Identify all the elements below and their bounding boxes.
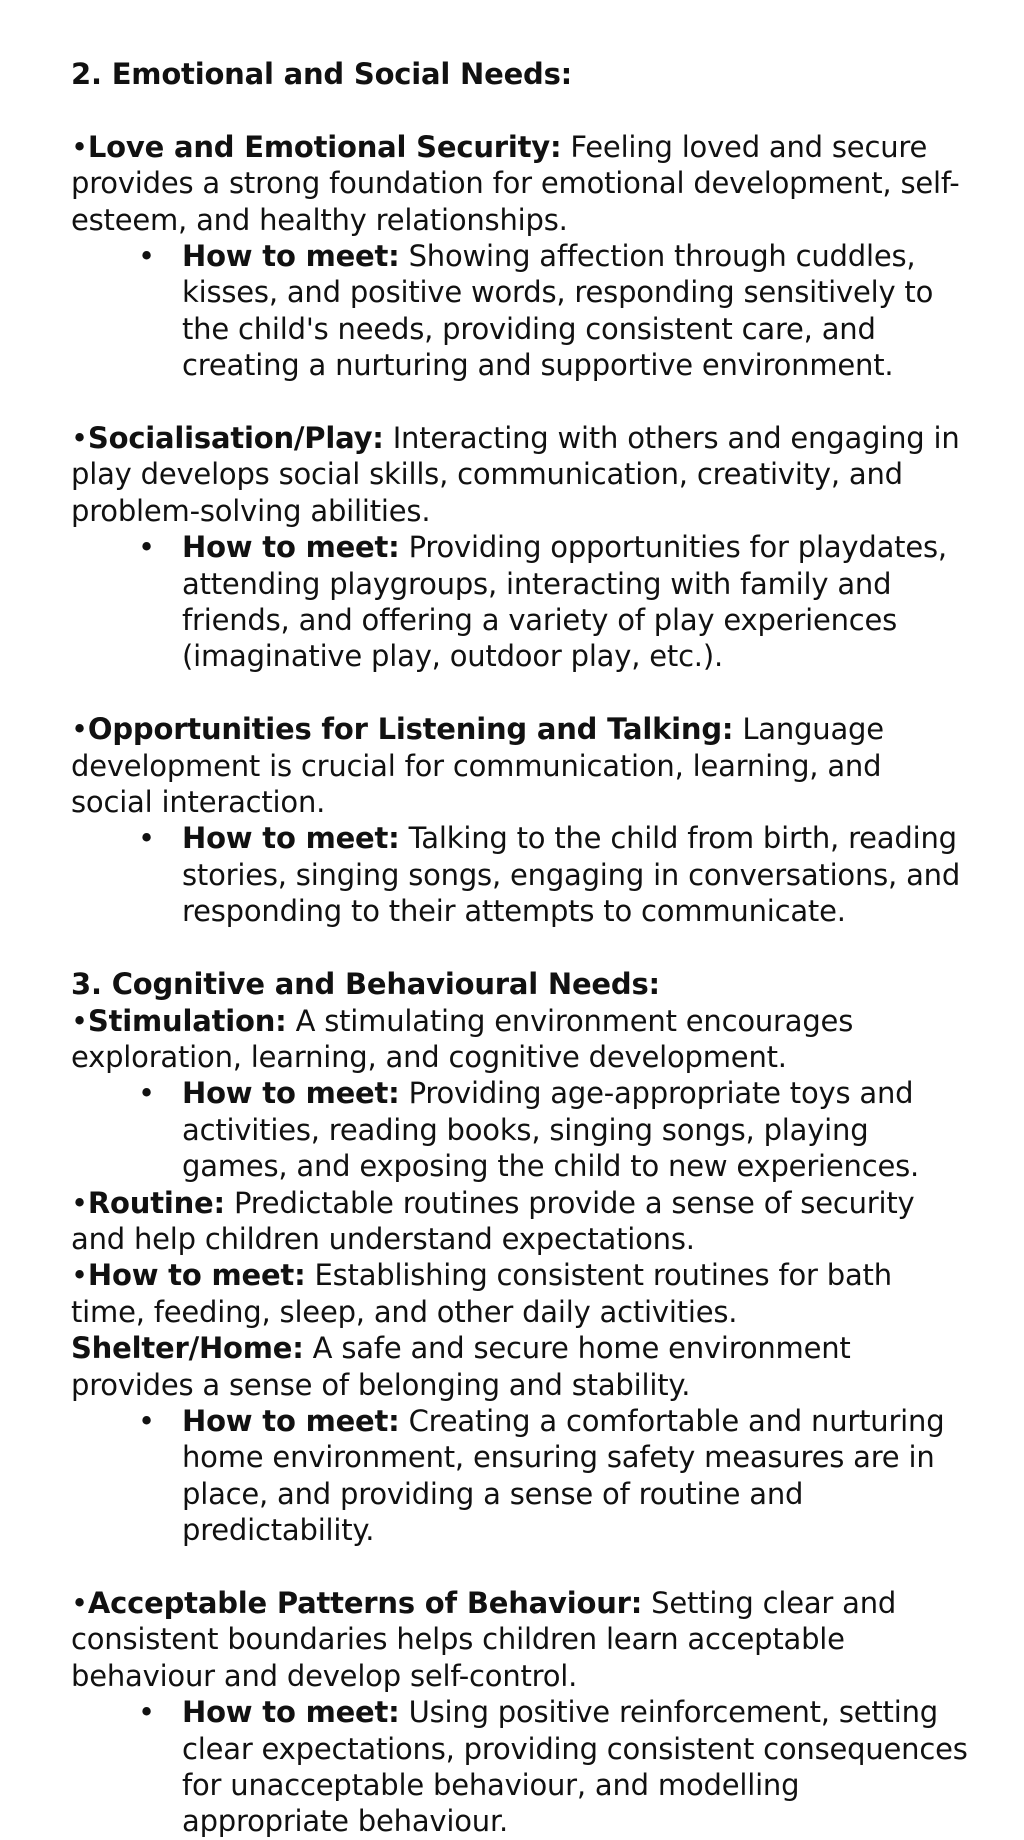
section-heading-cognitive: 3. Cognitive and Behavioural Needs: — [71, 967, 660, 1002]
paragraph-title: Opportunities for Listening and Talking: — [87, 712, 734, 747]
how-text: Establishing consistent routines for bath time, feeding, sleep, and other daily activities. — [71, 1258, 892, 1329]
paragraph-marker: • — [71, 421, 88, 456]
paragraph-stimulation — [71, 1003, 971, 1076]
paragraph-love — [71, 129, 971, 238]
how-to-meet-stimulation — [138, 1075, 971, 1184]
paragraph-listening — [71, 711, 971, 820]
paragraph-text: Language development is crucial for communication, learning, and social interaction. — [71, 712, 884, 820]
how-label: How to meet: — [87, 1258, 306, 1293]
how-label: How to meet: — [182, 530, 400, 565]
blank-line — [71, 1549, 971, 1585]
section-heading-emotional: 2. Emotional and Social Needs: — [71, 57, 573, 91]
bullet-icon: • — [138, 530, 155, 565]
document-content — [71, 56, 971, 1840]
how-label: How to meet: — [182, 239, 400, 274]
paragraph-title: Stimulation: — [87, 1003, 287, 1038]
how-to-meet-behaviour — [138, 1694, 971, 1840]
how-label: How to meet: — [182, 1695, 400, 1730]
how-text: Creating a comfortable and nurturing home environment, ensuring safety measures are in place, and providing a sense of routine and predictability. — [182, 1403, 945, 1548]
blank-line — [71, 675, 971, 711]
how-text: Showing affection through cuddles, kisses, and positive words, responding sensitively to the child's needs, providing consistent care, and creating a nurturing and supportive environment. — [182, 239, 934, 383]
how-to-meet-listening — [138, 820, 971, 929]
how-label: How to meet: — [182, 1403, 400, 1438]
how-label: How to meet: — [182, 821, 400, 856]
bullet-icon: • — [138, 239, 155, 274]
how-text: Using positive reinforcement, setting clear expectations, providing consistent consequences for unacceptable behaviour, and modelling appropriate behaviour. — [182, 1695, 968, 1839]
bullet-icon: • — [138, 821, 155, 856]
paragraph-marker: • — [71, 1185, 88, 1220]
paragraph-title: Love and Emotional Security: — [87, 129, 562, 164]
how-text: Providing opportunities for playdates, attending playgroups, interacting with family and friends, and offering a variety of play experiences (imaginative play, outdoor play, etc.). — [182, 530, 947, 674]
bullet-icon: • — [138, 1076, 155, 1111]
how-text: Talking to the child from birth, reading stories, singing songs, engaging in conversations, and responding to their attempts to communicate. — [182, 821, 961, 929]
paragraph-title-shelter: Shelter/Home: — [71, 1331, 304, 1366]
paragraph-marker: • — [71, 1003, 88, 1038]
paragraph-text: Setting clear and consistent boundaries helps children learn acceptable behaviour and develop self-control. — [71, 1585, 897, 1693]
paragraph-text-shelter: A safe and secure home environment provides a sense of belonging and stability. — [71, 1331, 851, 1402]
bullet-icon: • — [138, 1695, 155, 1730]
paragraph-marker: • — [71, 129, 88, 164]
blank-line — [71, 92, 971, 128]
blank-line — [71, 930, 971, 966]
how-label: How to meet: — [182, 1076, 400, 1111]
paragraph-text: A stimulating environment encourages exploration, learning, and cognitive development. — [71, 1003, 854, 1074]
blank-line — [71, 384, 971, 420]
paragraph-title: Socialisation/Play: — [87, 421, 384, 456]
paragraph-routine — [71, 1185, 971, 1258]
paragraph-text: Predictable routines provide a sense of security and help children understand expectations. — [71, 1185, 915, 1256]
paragraph-title: Acceptable Patterns of Behaviour: — [87, 1585, 643, 1620]
how-to-meet-socialisation — [138, 529, 971, 675]
paragraph-behaviour — [71, 1585, 971, 1694]
paragraph-text: Interacting with others and engaging in play develops social skills, communication, creativity, and problem-solving abilities. — [71, 421, 960, 528]
paragraph-socialisation — [71, 420, 971, 529]
paragraph-title: Routine: — [87, 1185, 225, 1220]
how-text: Providing age-appropriate toys and activities, reading books, singing songs, playing games, and exposing the child to new experiences. — [182, 1076, 920, 1184]
bullet-icon: • — [138, 1403, 155, 1438]
how-to-meet-shelter — [138, 1403, 971, 1549]
paragraph-text: Feeling loved and secure provides a strong foundation for emotional development, self-esteem, and healthy relationships. — [71, 129, 960, 237]
paragraph-marker: • — [71, 1258, 88, 1293]
paragraph-routine-how-shelter — [71, 1257, 971, 1403]
how-to-meet-love — [138, 238, 971, 384]
paragraph-marker: • — [71, 1585, 88, 1620]
paragraph-marker: • — [71, 712, 88, 747]
